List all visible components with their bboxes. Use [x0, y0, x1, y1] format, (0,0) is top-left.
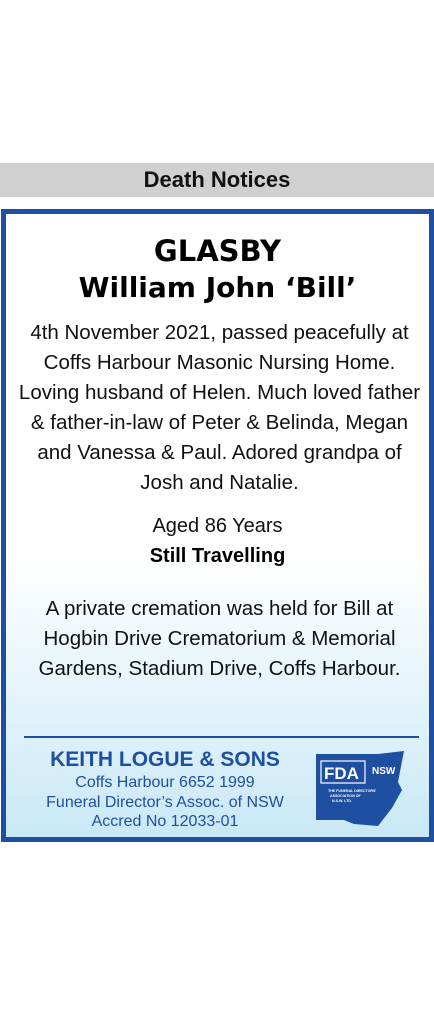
svg-text:THE FUNERAL DIRECTORS': THE FUNERAL DIRECTORS': [328, 789, 377, 793]
svg-text:N.S.W. LTD.: N.S.W. LTD.: [332, 799, 352, 803]
svg-text:FDA: FDA: [324, 764, 359, 783]
funeral-director-name: KEITH LOGUE & SONS: [50, 748, 280, 771]
divider: [24, 736, 419, 738]
fda-nsw-logo: [314, 748, 406, 830]
section-header: [0, 163, 434, 197]
section-title: Death Notices: [143, 167, 291, 192]
death-notice: [1, 209, 434, 842]
notice-paragraph: 4th November 2021, passed peacefully at Coffs Harbour Masonic Nursing Home. Loving husband of Helen. Much loved father & father-in-law of Peter & Belinda, Megan and Vanessa & Paul. Adored grandpa of Josh and Natalie.: [18, 321, 421, 494]
funeral-director-phone: Coffs Harbour 6652 1999: [75, 774, 255, 791]
funeral-director-association: Funeral Director’s Assoc. of NSW: [46, 794, 284, 811]
epitaph: Still Travelling: [149, 545, 286, 567]
svg-text:ASSOCIATION OF: ASSOCIATION OF: [330, 794, 361, 798]
cremation-paragraph: A private cremation was held for Bill at Hogbin Drive Crematorium & Memorial Gardens, Stadium Drive, Coffs Harbour.: [38, 597, 401, 680]
full-name: William John ‘Bill’: [78, 271, 357, 304]
age: Aged 86 Years: [152, 515, 283, 537]
surname: GLASBY: [153, 234, 282, 268]
funeral-director-accreditation: Accred No 12033-01: [91, 813, 239, 830]
svg-text:NSW: NSW: [372, 766, 396, 777]
